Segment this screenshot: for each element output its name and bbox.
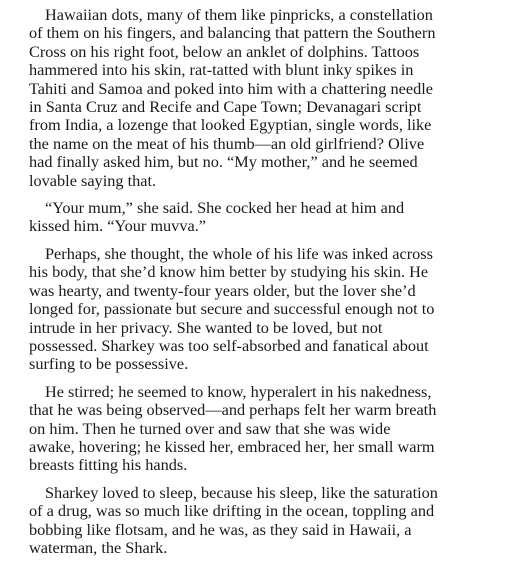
text-line: possessed. Sharkey was too self-absorbed and fanatical about [29,335,429,355]
paragraph-2 [29,199,505,236]
paragraph-5 [29,484,505,558]
paragraph-4 [29,383,505,475]
text-line: lovable saying that. [29,170,157,190]
text-line: breasts fitting his hands. [29,455,188,475]
paragraph-1 [29,6,505,190]
text-line: surfing to be possessive. [29,354,189,374]
text-line: had finally asked him, but no. “My mother,” and he seemed [29,152,418,172]
text-line: bobbing like flotsam, and he was, as they said in Hawaii, a [29,519,412,539]
paragraph-3 [29,245,505,374]
text-line: Tahiti and Samoa and poked into him with a chattering needle [29,78,433,98]
text-line: the name on the meat of his thumb—an old girlfriend? Olive [29,133,425,153]
text-line: waterman, the Shark. [29,537,168,557]
text-line: Sharkey loved to sleep, because his sleep, like the saturation [45,482,438,502]
text-line: on him. Then he turned over and saw that she was wide [29,418,391,438]
text-line: Perhaps, she thought, the whole of his life was inked across [45,243,433,263]
text-line: was hearty, and twenty-four years older, but the lover she’d [29,280,416,300]
text-line: hammered into his skin, rat-tatted with blunt inky spikes in [29,60,414,80]
text-line: longed for, passionate but secure and successful enough not to [29,299,435,319]
text-line: in Santa Cruz and Recife and Cape Town; Devanagari script [29,97,422,117]
text-line: his body, that she’d know him better by studying his skin. He [29,262,429,282]
text-line: Cross on his right foot, below an anklet of dolphins. Tattoos [29,41,420,61]
document-page [29,6,505,566]
text-line: He stirred; he seemed to know, hyperalert in his nakedness, [45,381,432,401]
text-line: intrude in her privacy. She wanted to be loved, but not [29,317,383,337]
text-line: that he was being observed—and perhaps felt her warm breath [29,400,437,420]
text-line: of them on his fingers, and balancing that pattern the Southern [29,23,436,43]
text-line: from India, a lozenge that looked Egyptian, single words, like [29,115,432,135]
text-line: kissed him. “Your muvva.” [29,216,206,236]
text-line: Hawaiian dots, many of them like pinpricks, a constellation [45,5,433,24]
text-line: awake, hovering; he kissed her, embraced her, her small warm [29,436,435,456]
text-line: of a drug, was so much like drifting in the ocean, toppling and [29,501,435,521]
text-line: “Your mum,” she said. She cocked her head at him and [45,198,405,218]
